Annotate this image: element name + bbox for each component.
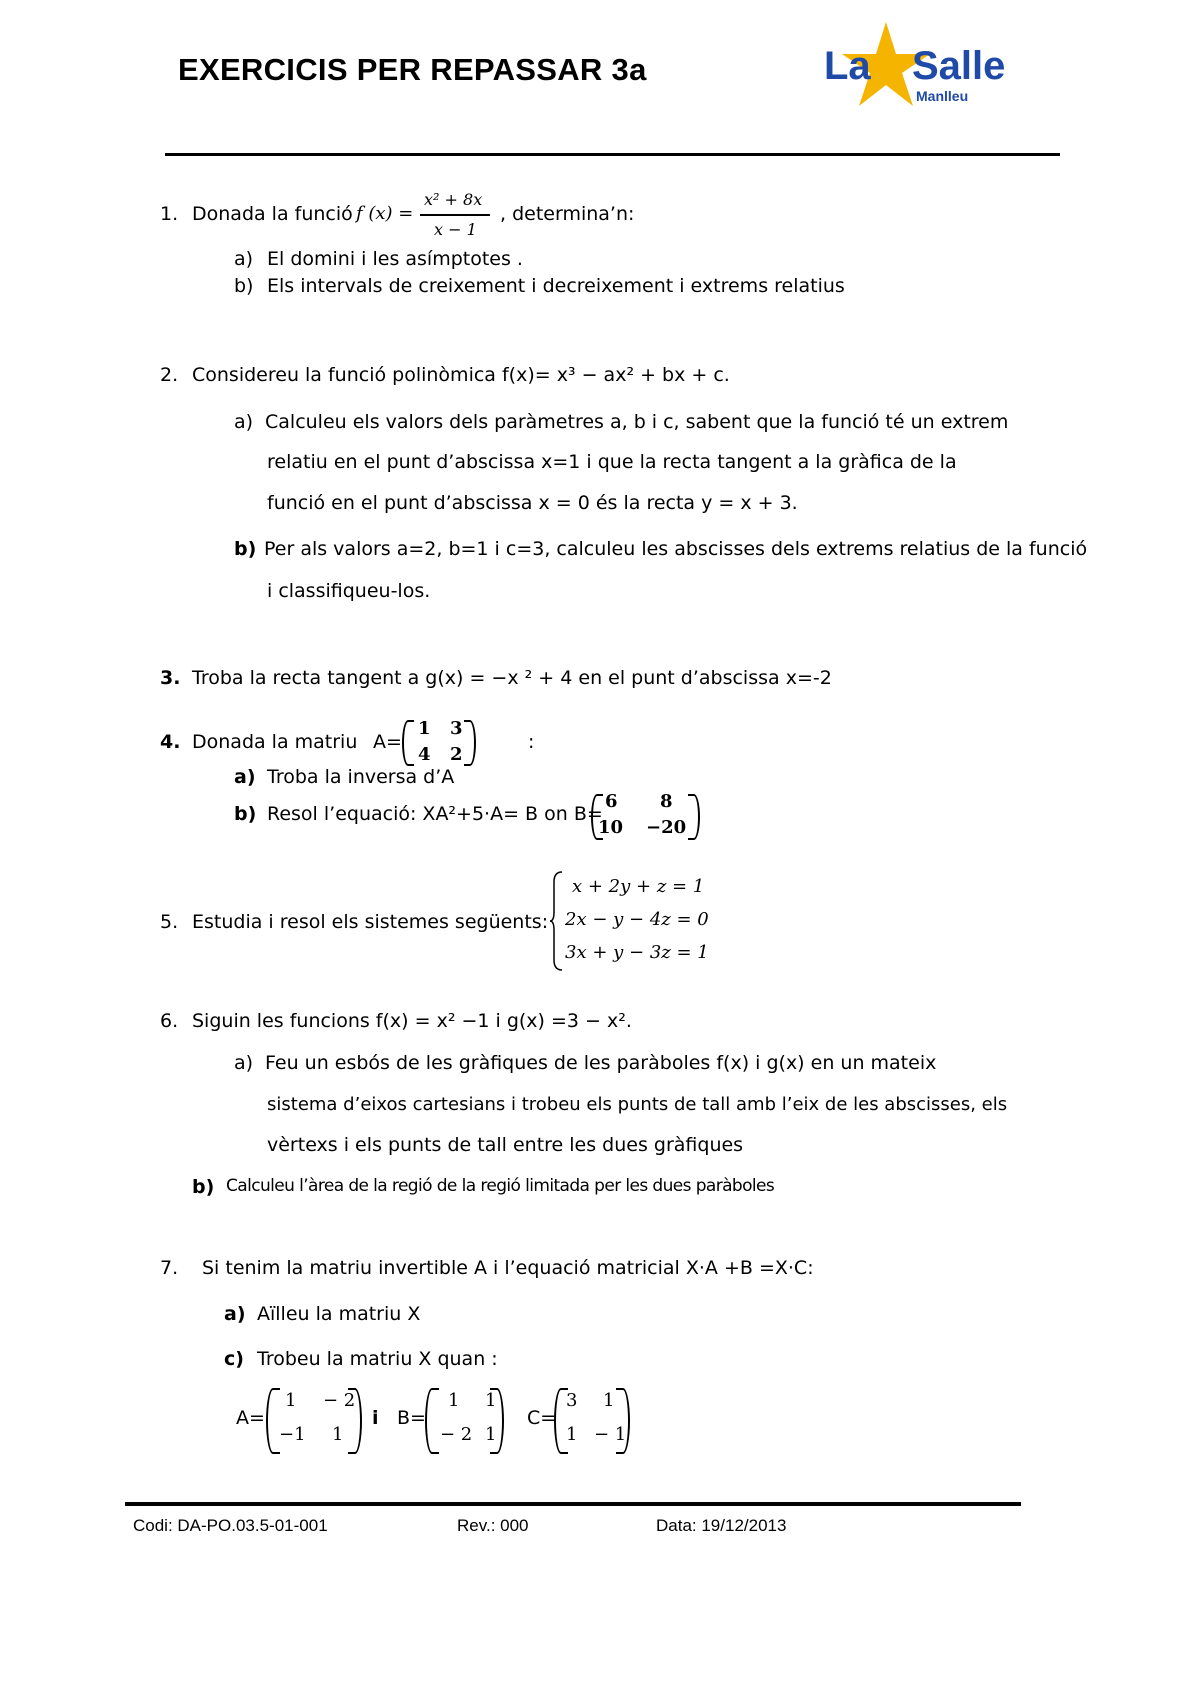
exercise-text: Donada la matriu (192, 731, 358, 753)
logo-word-salle: Salle (912, 44, 1006, 88)
item-text: Troba la inversa d’A (267, 766, 455, 788)
item-text: Feu un esbós de les gràfiques de les paràboles f(x) i g(x) en un mateix (265, 1052, 937, 1074)
logo-word-la: La (824, 44, 871, 88)
equation: x + 2y + z = 1 (572, 876, 705, 897)
item-text: i classifiqueu-los. (267, 580, 431, 602)
equation: 2x − y − 4z = 0 (565, 909, 709, 930)
exercise-text: Estudia i resol els sistemes següents: (192, 911, 549, 933)
matrix-cell: − 2 (440, 1424, 473, 1445)
footer-rule (125, 1502, 1021, 1506)
colon: : (528, 731, 535, 753)
equation: 3x + y − 3z = 1 (565, 942, 709, 963)
right-paren (464, 720, 476, 766)
item-text: El domini i les asímptotes . (267, 248, 523, 270)
footer-date: Data: 19/12/2013 (656, 1516, 787, 1535)
matrix-label: A= (236, 1407, 265, 1429)
item-text: Els intervals de creixement i decreixement i extrems relatius (267, 275, 845, 297)
right-paren (688, 794, 700, 840)
item-label: a) (234, 248, 254, 270)
matrix-cell: − 2 (323, 1390, 356, 1411)
item-text: vèrtexs i els punts de tall entre les dues gràfiques (267, 1134, 744, 1156)
matrix-label: C= (527, 1407, 557, 1429)
right-paren (490, 1388, 504, 1454)
fraction-bar (420, 214, 490, 216)
exercise-number: 2. (160, 364, 179, 386)
function-name: f (x) = (356, 203, 414, 224)
matrix-cell: 1 (332, 1424, 344, 1445)
matrix-cell: 3 (566, 1390, 578, 1411)
matrix-cell: −1 (279, 1424, 306, 1445)
logo (820, 18, 1010, 108)
matrix-cell: 10 (598, 817, 624, 838)
right-paren (616, 1388, 630, 1454)
exercise-text: Considereu la funció polinòmica f(x)= x³ − ax² + bx + c. (192, 364, 730, 386)
exercise-text: Donada la funció (192, 203, 353, 225)
exercise-number: 6. (160, 1010, 179, 1032)
item-text: relatiu en el punt d’abscissa x=1 i que la recta tangent a la gràfica de la (267, 451, 957, 473)
matrix-cell: 8 (660, 791, 673, 812)
matrix-cell: 1 (418, 718, 431, 739)
logo-sub: Manlleu (916, 88, 969, 104)
exercise-number: 1. (160, 203, 179, 225)
item-label: a) (234, 411, 254, 433)
header-rule (165, 153, 1060, 156)
exercise-number: 3. (160, 667, 181, 689)
exercise-text: Troba la recta tangent a g(x) = −x ² + 4 en el punt d’abscissa x=-2 (192, 667, 832, 689)
matrix-cell: 6 (605, 791, 618, 812)
item-label: a) (234, 766, 256, 788)
matrix-cell: 2 (450, 744, 463, 765)
item-label: b) (234, 275, 254, 297)
exercise-number: 4. (160, 731, 181, 753)
item-label: b) (234, 538, 257, 560)
item-text: sistema d’eixos cartesians i trobeu els punts de tall amb l’eix de les abscisses, els (267, 1094, 1008, 1115)
exercise-text-tail: , determina’n: (500, 203, 635, 225)
left-paren (425, 1388, 439, 1454)
matrix-label: A= (373, 731, 402, 753)
item-label: b) (192, 1176, 215, 1198)
matrix-cell: 1 (485, 1390, 497, 1411)
item-text: Aïlleu la matriu X (257, 1303, 421, 1325)
item-text: Resol l’equació: XA²+5·A= B on B= (267, 803, 603, 825)
fraction-denominator: x − 1 (434, 220, 477, 239)
item-text: Per als valors a=2, b=1 i c=3, calculeu les abscisses dels extrems relatius de la funció (264, 538, 1088, 560)
matrix-cell: 1 (566, 1424, 578, 1445)
matrix-cell: 1 (603, 1390, 615, 1411)
item-label: b) (234, 803, 257, 825)
matrix-cell: − 1 (594, 1424, 627, 1445)
system-brace (548, 870, 566, 972)
page-title: EXERCICIS PER REPASSAR 3a (178, 52, 647, 87)
exercise-number: 7. (160, 1257, 179, 1279)
item-text: Calculeu l’àrea de la regió de la regió limitada per les dues paràboles (226, 1176, 775, 1196)
matrix-cell: 1 (448, 1390, 460, 1411)
matrix-cell: 1 (285, 1390, 297, 1411)
footer-code: Codi: DA-PO.03.5-01-001 (133, 1516, 328, 1535)
footer-revision: Rev.: 000 (457, 1516, 529, 1535)
exercise-text: Siguin les funcions f(x) = x² −1 i g(x) =3 − x². (192, 1010, 632, 1032)
exercise-text: Si tenim la matriu invertible A i l’equació matricial X·A +B =X·C: (202, 1257, 814, 1279)
matrix-cell: 1 (485, 1424, 497, 1445)
right-paren (348, 1388, 362, 1454)
item-text: Trobeu la matriu X quan : (257, 1348, 498, 1370)
item-label: a) (224, 1303, 246, 1325)
left-paren (402, 720, 414, 766)
item-label: c) (224, 1348, 244, 1370)
item-text: Calculeu els valors dels paràmetres a, b i c, sabent que la funció té un extrem (265, 411, 1009, 433)
matrix-cell: −20 (646, 817, 687, 838)
conjunction: i (372, 1407, 379, 1429)
matrix-label: B= (397, 1407, 426, 1429)
left-paren (266, 1388, 280, 1454)
item-label: a) (234, 1052, 254, 1074)
item-text: funció en el punt d’abscissa x = 0 és la recta y = x + 3. (267, 492, 798, 514)
matrix-cell: 4 (418, 744, 431, 765)
matrix-cell: 3 (450, 718, 463, 739)
exercise-number: 5. (160, 911, 179, 933)
fraction-numerator: x² + 8x (424, 190, 483, 209)
